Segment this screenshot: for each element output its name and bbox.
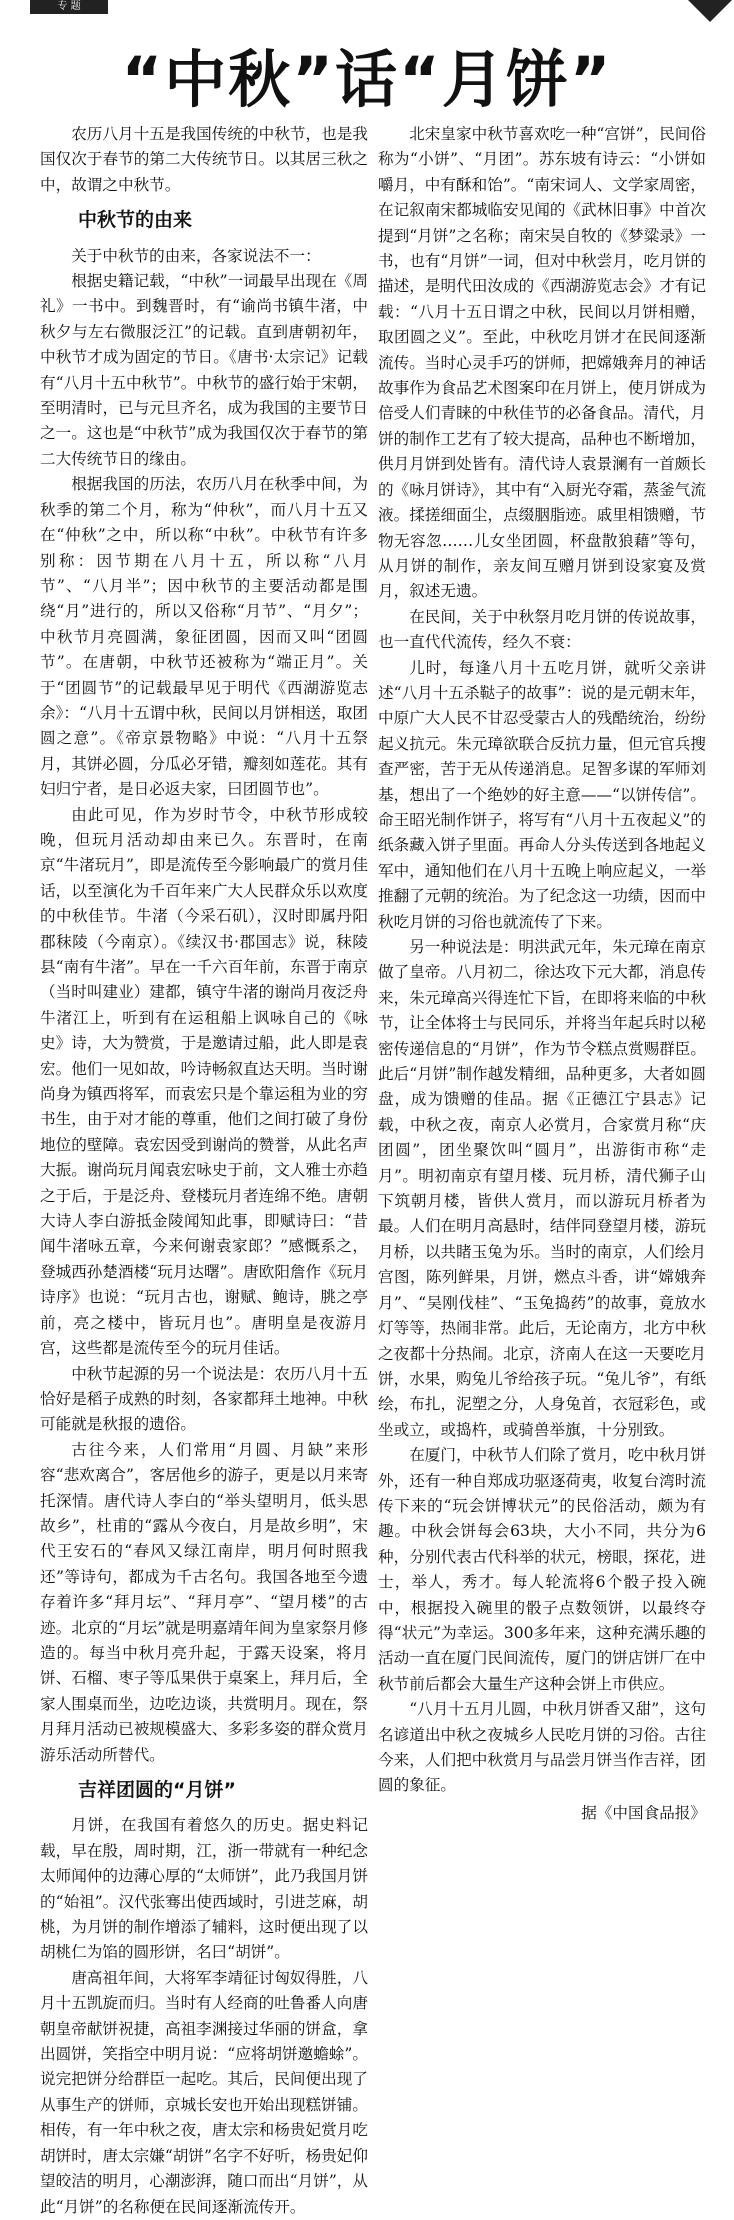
article-title: “中秋”话“月饼”	[121, 43, 613, 116]
section-heading-mooncake: 吉祥团圆的“月饼”	[78, 1779, 236, 1801]
paragraph: 根据我国的历法，农历八月在秋季中间，为秋季的第二个月，称为“仲秋”，而八月十五又在“仲秋”之中，所以称“中秋”。中秋节有许多别称：因节期在八月十五，所以称“八月节”、“八月半”；因中秋节的主要活动都是围绕“月”进行的，所以又俗称“月节”、“月夕”；中秋节月亮圆满，象征团圆，因而又叫“团圆节”。在唐朝，中秋节还被称为“端正月”。关于“团圆节”的记载最早见于明代《西湖游览志余》：“八月十五谓中秋，民间以月饼相送，取团圆之意”。《帝京景物略》中说：“八月十五祭月，其饼必圆，分瓜必牙错，瓣刻如莲花。其有妇归宁者，是日必返夫家，曰团圆节也”。	[40, 475, 368, 799]
paragraph: 月饼，在我国有着悠久的历史。据史料记载，早在殷，周时期，江，浙一带就有一种纪念太师闻仲的边薄心厚的“太师饼”，此乃我国月饼的“始祖”。汉代张骞出使西域时，引进芝麻，胡桃，为月饼的制作增添了辅料，这时便出现了以胡桃仁为馅的圆形饼，名曰“胡饼”。	[40, 1816, 368, 1962]
paragraph: 由此可见，作为岁时节令，中秋节形成较晚，但玩月活动却由来已久。东晋时，在南京“牛渚玩月”，即是流传至今影响最广的赏月佳话，以至演化为千百年来广大人民群众乐以欢度的中秋佳节。牛渚（今采石矶），汉时即属丹阳郡秣陵（今南京）。《续汉书·郡国志》说，秣陵县“南有牛渚”。早在一千六百年前，东晋于南京（当时叫建业）建都，镇守牛渚的谢尚月夜泛舟牛渚江上，听到有在运租船上讽咏自己的《咏史》诗，大为赞赏，于是邀请过船，此人即是袁宏。他们一见如故，吟诗畅叙直达天明。当时谢尚身为镇西将军，而袁宏只是个靠运租为业的穷书生，由于对才能的尊重，他们之间打破了身份地位的壁障。袁宏因受到谢尚的赞誉，从此名声大振。谢尚玩月闻袁宏咏史于前，文人雅士亦趋之于后，于是泛舟、登楼玩月者连绵不绝。唐朝大诗人李白游抵金陵闻知此事，即赋诗曰：“昔闻牛渚咏五章，今来何谢袁家郎？”感慨系之，登城西孙楚酒楼“玩月达曙”。唐欧阳詹作《玩月诗序》也说：“玩月古也，谢赋、鲍诗，朓之亭前，亮之楼中，皆玩月也”。唐明皇是夜游月宫，这些都是流传至今的玩月佳话。	[40, 805, 368, 1358]
intro-paragraph: 农历八月十五是我国传统的中秋节，也是我国仅次于春节的第二大传统节日。以其居三秋之中，故谓之中秋节。	[40, 125, 368, 194]
left-column	[40, 122, 368, 2216]
paragraph: 古往今来，人们常用“月圆、月缺”来形容“悲欢离合”，客居他乡的游子，更是以月来寄托深情。唐代诗人李白的“举头望明月，低头思故乡”，杜甫的“露从今夜白，月是故乡明”，宋代王安石的“春风又绿江南岸，明月何时照我还”等诗句，都成为千古名句。我国各地至今遗存着许多“拜月坛”、“拜月亭”、“望月楼”的古迹。北京的“月坛”就是明嘉靖年间为皇家祭月修造的。每当中秋月亮升起，于露天设案，将月饼、石榴、枣子等瓜果供于桌案上，拜月后，全家人围桌而坐，边吃边谈，共赏明月。现在，祭月拜月活动已被规模盛大、多彩多姿的群众赏月游乐活动所替代。	[40, 1440, 368, 1764]
paragraph: 儿时，每逢八月十五吃月饼，就听父亲讲述“八月十五杀鞑子的故事”：说的是元朝末年，中原广大人民不甘忍受蒙古人的残酷统治，纷纷起义抗元。朱元璋欲联合反抗力量，但元官兵搜查严密，苦于无从传递消息。足智多谋的军师刘基，想出了一个绝妙的好主意——“以饼传信”。命王昭光制作饼子，将写有“八月十五夜起义”的纸条藏入饼子里面。再命人分头传送到各地起义军中，通知他们在八月十五晚上响应起义，一举推翻了元朝的统治。为了纪念这一功绩，因而中秋吃月饼的习俗也就流传了下来。	[378, 658, 706, 931]
paragraph: 根据史籍记载，“中秋”一词最早出现在《周礼》一书中。到魏晋时，有“谕尚书镇牛渚，中秋夕与左右微服泛江”的记载。直到唐朝初年，中秋节才成为固定的节日。《唐书·太宗记》记载有“八月十五中秋节”。中秋节的盛行始于宋朝，至明清时，已与元旦齐名，成为我国的主要节日之一。这也是“中秋节”成为我国仅次于春节的第二大传统节日的缘由。	[40, 272, 368, 468]
right-column	[378, 122, 706, 2112]
paragraph: 关于中秋节的由来，各家说法不一：	[71, 246, 321, 265]
source-credit: 据《中国食品报》	[581, 1803, 706, 1822]
paragraph: 在民间，关于中秋祭月吃月饼的传说故事，也一直代代流传，经久不衰：	[378, 607, 706, 652]
section-tag: 专 题	[30, 0, 108, 14]
top-bar	[0, 0, 734, 14]
paragraph: “八月十五月儿圆，中秋月饼香又甜”，这句名谚道出中秋之夜城乡人民吃月饼的习俗。古往今来，人们把中秋赏月与品尝月饼当作吉祥，团圆的象征。	[378, 1700, 706, 1795]
paragraph: 在厦门，中秋节人们除了赏月，吃中秋月饼外，还有一种自郑成功驱逐荷夷，收复台湾时流传下来的“玩会饼博状元”的民俗活动，颇为有趣。中秋会饼每会63块，大小不同，共分为6种，分别代表古代科举的状元，榜眼，探花，进士，举人，秀才。每人轮流将6个骰子投入碗中，根据投入碗里的骰子点数领饼，以最终夺得“状元”为幸运。300多年来，这种充满乐趣的活动一直在厦门民间流传，厦门的饼店饼厂在中秋节前后都会大量生产这种会饼上市供应。	[378, 1446, 706, 1693]
paragraph: 北宋皇家中秋节喜欢吃一种“宫饼”，民间俗称为“小饼”、“月团”。苏东坡有诗云：“小饼如嚼月，中有酥和饴”。“南宋词人、文学家周密，在记叙南宋都城临安见闻的《武林旧事》中首次提到“月饼”之名称；南宋吴自牧的《梦粱录》一书，也有“月饼”一词，但对中秋尝月，吃月饼的描述，是明代田汝成的《西湖游览志会》才有记载：“八月十五日谓之中秋，民间以月饼相赠，取团圆之义”。至此，中秋吃月饼才在民间逐渐流传。当时心灵手巧的饼师，把嫦娥奔月的神话故事作为食品艺术图案印在月饼上，使月饼成为倍受人们青睐的中秋佳节的必备食品。清代，月饼的制作工艺有了较大提高，品种也不断增加，供月月饼到处皆有。清代诗人袁景澜有一首颇长的《咏月饼诗》，其中有“入厨光夺霜，蒸釜气流液。揉搓细面尘，点缀胭脂迹。戚里相馈赠，节物无容忽……儿女坐团圆，杯盘散狼藉”等句，从月饼的制作，亲友间互赠月饼到设家宴及赏月，叙述无遗。	[378, 125, 706, 601]
corner-marker	[688, 0, 732, 22]
section-heading-origin: 中秋节的由来	[78, 209, 193, 232]
paragraph: 中秋节起源的另一个说法是：农历八月十五恰好是稻子成熟的时刻，各家都拜土地神。中秋可能就是秋报的遗俗。	[40, 1364, 368, 1434]
paragraph: 另一种说法是：明洪武元年，朱元璋在南京做了皇帝。八月初二，徐达攻下元大都，消息传来，朱元璋高兴得连忙下旨，在即将来临的中秋节，让全体将士与民同乐，并将当年起兵时以秘密传递信息的“月饼”，作为节令糕点赏赐群臣。此后“月饼”制作越发精细，品种更多，大者如圆盘，成为馈赠的佳品。据《正德江宁县志》记载，中秋之夜，南京人必赏月，合家赏月称“庆团圆”，团坐聚饮叫“圆月”，出游街市称“走月”。明初南京有望月楼、玩月桥，清代狮子山下筑朝月楼，皆供人赏月，而以游玩月桥者为最。人们在明月高悬时，结伴同登望月楼，游玩月桥，以共睹玉兔为乐。当时的南京，人们绘月宫图，陈列鲜果，月饼，燃点斗香，讲“嫦娥奔月”、“吴刚伐桂”、“玉兔捣药”的故事，竟放水灯等等，热闹非常。此后，无论南方，北方中秋之夜都十分热闹。北京，济南人在这一天要吃月饼，水果，购兔儿爷给孩子玩。“兔儿爷”，有纸绘，布扎，泥塑之分，人身兔首，衣冠彩色，或坐或立，或捣杵，或骑兽举旗，十分别致。	[378, 938, 706, 1439]
paragraph: 唐高祖年间，大将军李靖征讨匈奴得胜，八月十五凯旋而归。当时有人经商的吐鲁番人向唐朝皇帝献饼祝捷，高祖李渊接过华丽的饼盒，拿出圆饼，笑指空中明月说：“应将胡饼邀蟾蜍”。说完把饼分给群臣一起吃。其后，民间便出现了从事生产的饼师，京城长安也开始出现糕饼铺。相传，有一年中秋之夜，唐太宗和杨贵妃赏月吃胡饼时，唐太宗嫌“胡饼”名字不好听，杨贵妃仰望皎洁的明月，心潮澎湃，随口而出“月饼”，从此“月饼”的名称便在民间逐渐流传开。	[40, 1968, 368, 2216]
